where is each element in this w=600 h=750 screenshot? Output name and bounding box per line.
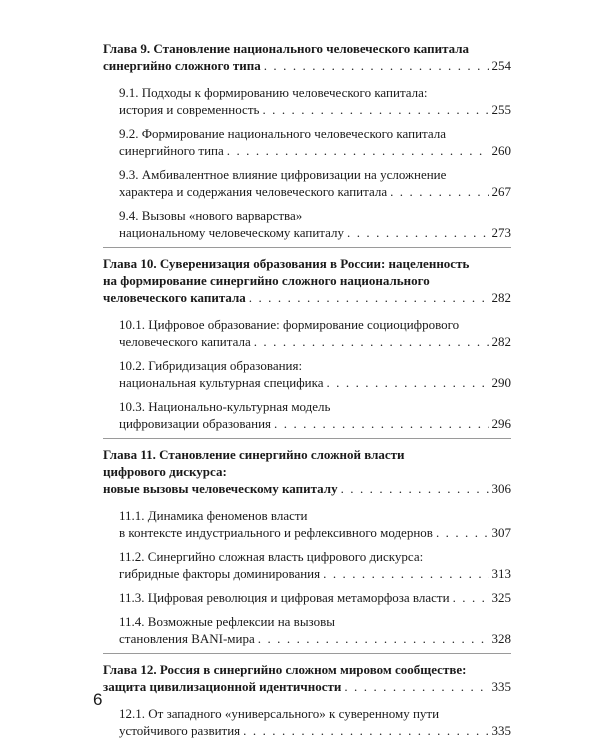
dot-leader [227, 142, 489, 159]
toc-entry-text: характера и содержания человеческого капитала [119, 184, 388, 199]
dot-leader [254, 333, 489, 350]
toc-page-number: 282 [491, 290, 511, 305]
toc-entry-text: Глава 12. Россия в синергийно сложном мировом сообществе: [103, 662, 467, 677]
toc-entry-text: 9.2. Формирование национального человеческого капитала [119, 126, 447, 141]
toc-section-entry [103, 207, 511, 241]
chapter-divider [103, 247, 511, 248]
dot-leader [436, 524, 489, 541]
toc-page-number: 282 [491, 334, 511, 349]
toc-page-number: 325 [491, 590, 511, 605]
toc-entry-text: национальная культурная специфика [119, 375, 324, 390]
table-of-contents [103, 40, 511, 739]
toc-section-entry [103, 166, 511, 200]
toc-entry-final-line [119, 565, 511, 582]
toc-entry-final-line [119, 333, 511, 350]
toc-entry-final-line [103, 678, 511, 695]
toc-entry-final-line [119, 415, 511, 432]
dot-leader [390, 183, 488, 200]
toc-entry-text: 10.1. Цифровое образование: формирование социоцифрового [119, 317, 460, 332]
toc-page-number: 290 [491, 375, 511, 390]
toc-section-entry [103, 357, 511, 391]
toc-entry-final-line [103, 480, 511, 497]
toc-entry-text: 12.1. От западного «универсального» к суверенному пути [119, 706, 440, 721]
toc-entry-text: цифровизации образования [119, 416, 272, 431]
toc-chapter-entry [103, 446, 511, 497]
toc-page-number: 335 [491, 679, 511, 694]
toc-section-entry [103, 507, 511, 541]
toc-entry-final-line [103, 289, 511, 306]
toc-entry-text: 11.4. Возможные рефлексии на вызовы [119, 614, 335, 629]
dot-leader [344, 678, 488, 695]
toc-entry-text: Глава 10. Суверенизация образования в России: нацеленность [103, 256, 470, 271]
toc-page-number: 260 [491, 143, 511, 158]
toc-entry-text: человеческого капитала [103, 290, 246, 305]
dot-leader [453, 589, 489, 606]
toc-section-entry [103, 548, 511, 582]
chapter-divider [103, 653, 511, 654]
toc-page-number: 273 [491, 225, 511, 240]
toc-page-number: 296 [491, 416, 511, 431]
dot-leader [347, 224, 488, 241]
dot-leader [326, 374, 488, 391]
toc-entry-final-line [119, 101, 511, 118]
toc-entry-final-line [119, 630, 511, 647]
toc-entry-text: на формирование синергийно сложного национального [103, 273, 430, 288]
chapter-divider [103, 438, 511, 439]
toc-entry-text: в контексте индустриального и рефлексивного модернов [119, 525, 433, 540]
toc-entry-text: Глава 9. Становление национального человеческого капитала [103, 41, 470, 56]
toc-entry-text: Глава 11. Становление синергийно сложной власти [103, 447, 405, 462]
toc-entry-text: 9.4. Вызовы «нового варварства» [119, 208, 303, 223]
toc-page-number: 255 [491, 102, 511, 117]
toc-section-entry [103, 705, 511, 739]
toc-entry-final-line [119, 374, 511, 391]
toc-entry-text: 11.3. Цифровая революция и цифровая метаморфоза власти [119, 590, 450, 605]
toc-chapter-entry [103, 255, 511, 306]
dot-leader [274, 415, 488, 432]
toc-page-number: 267 [491, 184, 511, 199]
dot-leader [258, 630, 489, 647]
toc-entry-text: национальному человеческому капиталу [119, 225, 345, 240]
toc-section-entry [103, 589, 511, 606]
dot-leader [323, 565, 488, 582]
toc-entry-text: становления BANI-мира [119, 631, 255, 646]
toc-entry-final-line [119, 589, 511, 606]
dot-leader [264, 57, 489, 74]
toc-entry-text: 10.3. Национально-культурная модель [119, 399, 331, 414]
toc-page-number: 313 [491, 566, 511, 581]
toc-entry-text: синергийного типа [119, 143, 224, 158]
toc-page-number: 254 [491, 58, 511, 73]
toc-entry-final-line [119, 224, 511, 241]
toc-chapter-entry [103, 661, 511, 695]
toc-entry-text: новые вызовы человеческому капиталу [103, 481, 338, 496]
toc-entry-text: синергийно сложного типа [103, 58, 261, 73]
toc-chapter-entry [103, 40, 511, 74]
toc-entry-text: история и современность [119, 102, 260, 117]
toc-entry-text: гибридные факторы доминирования [119, 566, 321, 581]
toc-page-number: 335 [491, 723, 511, 738]
toc-entry-final-line [119, 142, 511, 159]
dot-leader [249, 289, 489, 306]
toc-entry-text: цифрового дискурса: [103, 464, 227, 479]
toc-entry-text: защита цивилизационной идентичности [103, 679, 342, 694]
toc-section-entry [103, 125, 511, 159]
toc-entry-final-line [119, 183, 511, 200]
dot-leader [341, 480, 489, 497]
toc-entry-text: 11.1. Динамика феноменов власти [119, 508, 308, 523]
toc-page-number: 307 [491, 525, 511, 540]
toc-entry-final-line [119, 722, 511, 739]
toc-section-entry [103, 316, 511, 350]
toc-section-entry [103, 398, 511, 432]
toc-entry-text: 11.2. Синергийно сложная власть цифрового дискурса: [119, 549, 424, 564]
toc-entry-text: человеческого капитала [119, 334, 251, 349]
toc-entry-text: 9.3. Амбивалентное влияние цифровизации на усложнение [119, 167, 447, 182]
toc-entry-final-line [103, 57, 511, 74]
toc-entry-text: 10.2. Гибридизация образования: [119, 358, 303, 373]
page-number: 6 [93, 690, 103, 709]
toc-entry-final-line [119, 524, 511, 541]
dot-leader [262, 101, 488, 118]
toc-section-entry [103, 613, 511, 647]
toc-entry-text: 9.1. Подходы к формированию человеческого капитала: [119, 85, 428, 100]
toc-page-number: 328 [491, 631, 511, 646]
toc-entry-text: устойчивого развития [119, 723, 241, 738]
toc-page-number: 306 [491, 481, 511, 496]
dot-leader [243, 722, 488, 739]
toc-section-entry [103, 84, 511, 118]
